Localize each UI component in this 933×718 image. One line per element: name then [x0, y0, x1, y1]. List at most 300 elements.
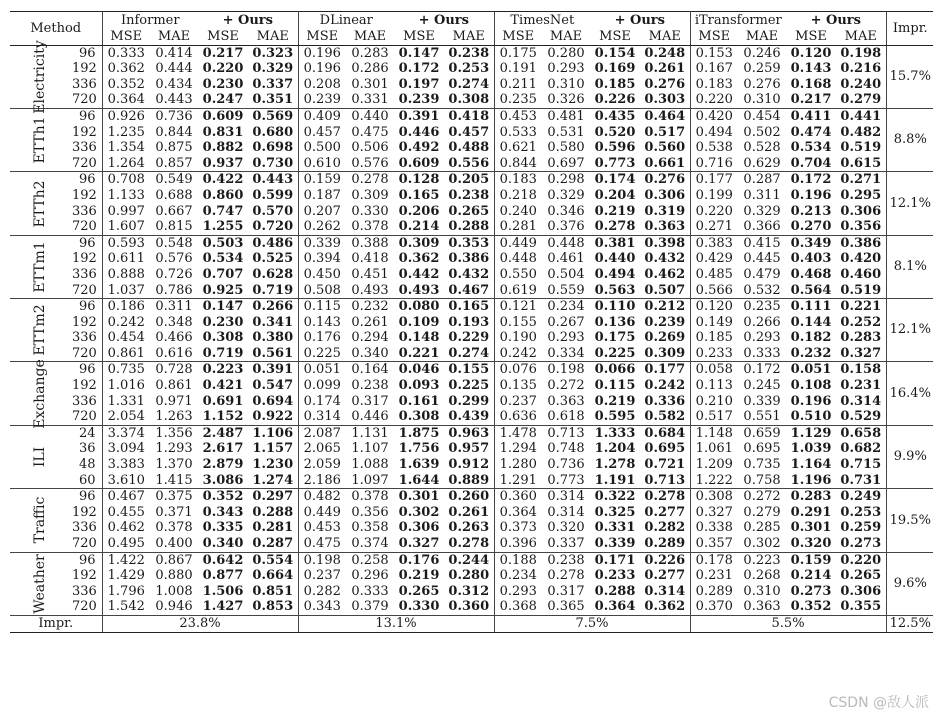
baseline-value-cell: 0.220 [695, 92, 733, 108]
baseline-value-cell: 0.339 [298, 235, 346, 251]
baseline-value-cell: 0.339 [743, 393, 781, 409]
baseline-value-cell: 0.333 [107, 45, 145, 61]
baseline-value-cell: 0.758 [743, 472, 781, 488]
ours-value-cell: 0.217 [202, 45, 244, 61]
ours-value-cell: 0.731 [836, 473, 886, 489]
ours-value-cell: 0.493 [398, 282, 440, 298]
ours-value-cell: 0.534 [202, 251, 244, 267]
baseline-value-cell: 3.610 [107, 472, 145, 488]
footer-impr-value: 7.5% [494, 615, 690, 632]
baseline-value-cell: 0.566 [695, 282, 733, 298]
ours-value-cell: 0.080 [394, 299, 444, 315]
ours-value-cell: 0.161 [398, 393, 440, 409]
horizon-cell: 96 [72, 552, 102, 568]
baseline-value-cell: 0.190 [499, 330, 537, 346]
ours-value-cell: 0.503 [198, 235, 248, 251]
table-row [10, 77, 933, 93]
baseline-value-cell: 0.183 [695, 76, 733, 92]
baseline-value-cell: 0.238 [542, 552, 590, 568]
baseline-value-cell: 0.293 [499, 583, 537, 599]
baseline-value-cell: 0.149 [695, 314, 733, 330]
ours-value-cell: 0.253 [836, 505, 886, 521]
baseline-value-cell: 0.453 [303, 520, 341, 536]
table-row [10, 299, 933, 315]
baseline-value-cell: 0.443 [155, 92, 193, 108]
mae-header: MAE [150, 29, 198, 45]
baseline-value-cell: 0.735 [102, 362, 150, 378]
baseline-value-cell: 0.235 [738, 299, 786, 315]
baseline-value-cell: 0.748 [547, 441, 585, 457]
baseline-value-cell: 0.997 [107, 203, 145, 219]
baseline-value-cell: 0.338 [695, 520, 733, 536]
baseline-value-cell: 0.234 [499, 568, 537, 584]
ours-value-cell: 0.563 [594, 282, 636, 298]
ours-value-cell: 1.875 [394, 425, 444, 441]
baseline-value-cell: 0.667 [155, 203, 193, 219]
baseline-value-cell: 0.058 [690, 362, 738, 378]
baseline-value-cell: 0.237 [303, 568, 341, 584]
baseline-value-cell: 0.233 [695, 345, 733, 361]
ours-value-cell: 0.273 [790, 583, 832, 599]
baseline-value-cell: 0.223 [738, 552, 786, 568]
baseline-value-cell: 0.317 [351, 393, 389, 409]
horizon-cell: 720 [72, 599, 102, 615]
ours-value-cell: 0.271 [836, 172, 886, 188]
ours-value-cell: 0.232 [790, 345, 832, 361]
model-header: Informer [102, 12, 198, 30]
ours-value-cell: 0.219 [594, 203, 636, 219]
ours-value-cell: 0.051 [786, 362, 836, 378]
table-row [10, 536, 933, 552]
baseline-value-cell: 0.636 [499, 409, 537, 425]
baseline-value-cell: 0.333 [351, 583, 389, 599]
dataset-impr: 19.5% [886, 489, 933, 552]
baseline-value-cell: 0.726 [155, 266, 193, 282]
dataset-name [10, 552, 72, 615]
baseline-value-cell: 0.293 [547, 61, 585, 77]
baseline-value-cell: 0.466 [155, 330, 193, 346]
ours-value-cell: 0.435 [590, 108, 640, 124]
baseline-value-cell: 0.616 [155, 345, 193, 361]
ours-value-cell: 0.561 [248, 346, 298, 362]
ours-value-cell: 0.159 [786, 552, 836, 568]
ours-value-cell: 0.177 [640, 362, 690, 378]
ours-value-cell: 0.205 [444, 172, 494, 188]
ours-value-cell: 0.278 [444, 536, 494, 552]
baseline-value-cell: 0.493 [351, 282, 389, 298]
horizon-cell: 96 [72, 172, 102, 188]
ours-value-cell: 0.314 [836, 394, 886, 410]
baseline-value-cell: 0.286 [351, 61, 389, 77]
ours-value-cell: 0.261 [640, 61, 690, 77]
ours-value-cell: 0.661 [640, 156, 690, 172]
baseline-value-cell: 0.135 [499, 378, 537, 394]
ours-value-cell: 0.196 [790, 393, 832, 409]
baseline-value-cell: 0.271 [695, 219, 733, 235]
ours-value-cell: 0.144 [790, 314, 832, 330]
baseline-value-cell: 0.506 [351, 140, 389, 156]
baseline-value-cell: 0.366 [743, 219, 781, 235]
table-row [10, 267, 933, 283]
baseline-value-cell: 2.186 [303, 472, 341, 488]
ours-value-cell: 0.299 [444, 394, 494, 410]
ours-value-cell: 0.691 [202, 393, 244, 409]
baseline-value-cell: 0.187 [303, 187, 341, 203]
baseline-value-cell: 0.454 [738, 108, 786, 124]
ours-value-cell: 0.229 [444, 330, 494, 346]
baseline-value-cell: 0.242 [499, 345, 537, 361]
baseline-value-cell: 0.287 [738, 172, 786, 188]
baseline-value-cell: 0.268 [743, 568, 781, 584]
mse-header: MSE [198, 29, 248, 45]
baseline-value-cell: 0.378 [346, 489, 394, 505]
baseline-value-cell: 1.131 [346, 425, 394, 441]
baseline-value-cell: 0.343 [303, 599, 341, 615]
baseline-value-cell: 0.176 [303, 330, 341, 346]
baseline-value-cell: 0.528 [743, 140, 781, 156]
ours-value-cell: 0.147 [198, 299, 248, 315]
baseline-value-cell: 0.457 [303, 124, 341, 140]
baseline-value-cell: 0.485 [695, 266, 733, 282]
ours-value-cell: 0.391 [248, 362, 298, 378]
table-row [10, 45, 933, 61]
baseline-value-cell: 0.926 [102, 108, 150, 124]
baseline-value-cell: 0.736 [547, 457, 585, 473]
ours-value-cell: 1.196 [790, 472, 832, 488]
ours-value-cell: 0.115 [594, 378, 636, 394]
ours-value-cell: 0.206 [398, 203, 440, 219]
ours-value-cell: 0.325 [594, 504, 636, 520]
ours-value-cell: 0.564 [790, 282, 832, 298]
ours-value-cell: 0.327 [836, 346, 886, 362]
table-row [10, 409, 933, 425]
ours-value-cell: 0.525 [248, 251, 298, 267]
baseline-value-cell: 1.370 [155, 457, 193, 473]
ours-value-cell: 0.204 [594, 187, 636, 203]
ours-value-cell: 0.442 [398, 266, 440, 282]
baseline-value-cell: 0.099 [303, 378, 341, 394]
ours-value-cell: 0.274 [444, 77, 494, 93]
ours-value-cell: 0.279 [836, 92, 886, 108]
ours-value-cell: 0.609 [398, 155, 440, 171]
baseline-value-cell: 0.258 [346, 552, 394, 568]
ours-value-cell: 0.319 [640, 204, 690, 220]
baseline-value-cell: 0.314 [547, 504, 585, 520]
baseline-value-cell: 1.429 [107, 568, 145, 584]
ours-value-cell: 0.360 [444, 599, 494, 615]
dataset-label: Electricity [32, 40, 49, 114]
mse-header: MSE [394, 29, 444, 45]
baseline-value-cell: 0.317 [547, 583, 585, 599]
baseline-value-cell: 0.728 [150, 362, 198, 378]
baseline-value-cell: 0.281 [499, 219, 537, 235]
baseline-value-cell: 0.164 [346, 362, 394, 378]
baseline-value-cell: 0.844 [499, 155, 537, 171]
baseline-value-cell: 0.310 [743, 583, 781, 599]
baseline-value-cell: 0.178 [690, 552, 738, 568]
baseline-value-cell: 1.235 [107, 124, 145, 140]
baseline-value-cell: 0.238 [351, 378, 389, 394]
results-table [10, 11, 933, 633]
baseline-value-cell: 0.861 [107, 345, 145, 361]
ours-value-cell: 0.507 [640, 283, 690, 299]
ours-value-cell: 0.462 [640, 267, 690, 283]
dataset-label: ETTm1 [32, 241, 49, 293]
ours-value-cell: 0.306 [836, 204, 886, 220]
horizon-cell: 192 [72, 505, 102, 521]
ours-value-cell: 0.301 [394, 489, 444, 505]
baseline-value-cell: 0.495 [107, 536, 145, 551]
ours-value-cell: 0.457 [444, 125, 494, 141]
baseline-value-cell: 0.446 [351, 409, 389, 425]
baseline-value-cell: 0.337 [547, 536, 585, 551]
baseline-value-cell: 0.378 [155, 520, 193, 536]
baseline-value-cell: 0.363 [743, 599, 781, 615]
ours-value-cell: 0.460 [836, 267, 886, 283]
horizon-cell: 336 [72, 520, 102, 536]
ours-value-cell: 0.418 [444, 108, 494, 124]
baseline-value-cell: 0.448 [542, 235, 590, 251]
ours-value-cell: 0.386 [836, 235, 886, 251]
baseline-value-cell: 0.198 [298, 552, 346, 568]
baseline-value-cell: 0.262 [303, 219, 341, 235]
ours-value-cell: 0.609 [198, 108, 248, 124]
baseline-value-cell: 0.867 [150, 552, 198, 568]
horizon-cell: 336 [72, 204, 102, 220]
horizon-cell: 96 [72, 45, 102, 61]
ours-value-cell: 0.214 [398, 219, 440, 235]
ours-value-cell: 0.216 [836, 61, 886, 77]
ours-value-cell: 0.682 [836, 441, 886, 457]
baseline-value-cell: 0.550 [499, 266, 537, 282]
ours-value-cell: 0.158 [836, 362, 886, 378]
ours-value-cell: 0.312 [444, 584, 494, 600]
baseline-value-cell: 0.326 [547, 92, 585, 108]
ours-value-cell: 0.219 [594, 393, 636, 409]
ours-value-cell: 0.128 [394, 172, 444, 188]
ours-value-cell: 0.534 [790, 140, 832, 156]
ours-value-cell: 0.720 [248, 219, 298, 235]
ours-value-cell: 0.233 [594, 568, 636, 584]
ours-value-cell: 0.730 [248, 156, 298, 172]
ours-value-cell: 0.877 [202, 568, 244, 584]
baseline-value-cell: 0.210 [695, 393, 733, 409]
ours-value-cell: 0.356 [836, 219, 886, 235]
baseline-value-cell: 2.059 [303, 457, 341, 473]
baseline-value-cell: 1.222 [695, 472, 733, 488]
ours-value-cell: 0.719 [248, 283, 298, 299]
dataset-name [10, 172, 72, 235]
ours-value-cell: 0.329 [248, 61, 298, 77]
ours-value-cell: 0.322 [590, 489, 640, 505]
ours-value-cell: 1.230 [248, 457, 298, 473]
ours-value-cell: 0.248 [640, 45, 690, 61]
ours-value-cell: 0.111 [786, 299, 836, 315]
mae-header: MAE [836, 29, 886, 45]
baseline-value-cell: 1.097 [351, 472, 389, 488]
ours-value-cell: 0.109 [398, 314, 440, 330]
baseline-value-cell: 0.383 [690, 235, 738, 251]
baseline-value-cell: 0.237 [499, 393, 537, 409]
baseline-value-cell: 0.629 [743, 155, 781, 171]
ours-value-cell: 1.274 [248, 473, 298, 489]
horizon-cell: 336 [72, 140, 102, 156]
horizon-cell: 192 [72, 61, 102, 77]
baseline-value-cell: 0.220 [695, 203, 733, 219]
ours-value-cell: 0.110 [590, 299, 640, 315]
ours-value-cell: 0.230 [202, 314, 244, 330]
ours-value-cell: 0.198 [836, 45, 886, 61]
baseline-value-cell: 0.153 [695, 45, 733, 61]
baseline-value-cell: 1.422 [102, 552, 150, 568]
ours-value-cell: 0.247 [202, 92, 244, 108]
model-header: DLinear [298, 12, 394, 30]
baseline-value-cell: 0.549 [150, 172, 198, 188]
horizon-cell: 48 [72, 457, 102, 473]
horizon-cell: 336 [72, 584, 102, 600]
baseline-value-cell: 0.293 [547, 330, 585, 346]
ours-value-cell: 1.255 [202, 219, 244, 235]
ours-value-cell: 0.289 [640, 536, 690, 552]
ours-value-cell: 0.556 [444, 156, 494, 172]
ours-value-cell: 1.164 [790, 457, 832, 473]
ours-value-cell: 0.288 [248, 505, 298, 521]
ours-value-cell: 0.093 [398, 378, 440, 394]
ours-value-cell: 0.831 [202, 124, 244, 140]
baseline-value-cell: 0.155 [499, 314, 537, 330]
baseline-value-cell: 0.409 [298, 108, 346, 124]
impr-header: Impr. [886, 12, 933, 46]
footer-impr-value: 23.8% [102, 615, 298, 632]
baseline-value-cell: 0.363 [547, 393, 585, 409]
dataset-label: Traffic [32, 497, 49, 544]
baseline-value-cell: 0.708 [102, 172, 150, 188]
ours-value-cell: 0.529 [836, 409, 886, 425]
table-row [10, 520, 933, 536]
baseline-value-cell: 0.374 [351, 536, 389, 551]
baseline-value-cell: 0.434 [155, 76, 193, 92]
baseline-value-cell: 0.370 [695, 599, 733, 615]
ours-value-cell: 0.266 [248, 299, 298, 315]
ours-value-cell: 1.129 [786, 425, 836, 441]
baseline-value-cell: 0.400 [155, 536, 193, 551]
baseline-value-cell: 0.844 [155, 124, 193, 140]
horizon-cell: 720 [72, 283, 102, 299]
ours-value-cell: 0.308 [202, 330, 244, 346]
ours-value-cell: 0.599 [248, 188, 298, 204]
baseline-value-cell: 0.121 [494, 299, 542, 315]
ours-value-cell: 1.157 [248, 441, 298, 457]
ours-value-cell: 0.341 [248, 315, 298, 331]
dataset-label: Exchange [32, 358, 49, 429]
ours-value-cell: 1.152 [202, 409, 244, 425]
baseline-value-cell: 0.388 [346, 235, 394, 251]
ours-value-cell: 0.217 [790, 92, 832, 108]
ours-value-cell: 0.270 [790, 219, 832, 235]
table-row [10, 156, 933, 172]
model-header: iTransformer [690, 12, 786, 30]
table-row [10, 125, 933, 141]
baseline-value-cell: 0.175 [499, 45, 537, 61]
ours-value-cell: 0.380 [248, 330, 298, 346]
footer-row [10, 615, 933, 632]
baseline-value-cell: 0.610 [303, 155, 341, 171]
baseline-value-cell: 1.008 [155, 583, 193, 599]
mse-header: MSE [298, 29, 346, 45]
baseline-value-cell: 1.796 [107, 583, 145, 599]
ours-value-cell: 0.308 [444, 92, 494, 108]
ours-value-cell: 0.519 [836, 283, 886, 299]
baseline-value-cell: 0.444 [155, 61, 193, 77]
baseline-value-cell: 1.280 [499, 457, 537, 473]
ours-value-cell: 0.381 [590, 235, 640, 251]
baseline-value-cell: 0.211 [499, 76, 537, 92]
baseline-value-cell: 0.376 [547, 219, 585, 235]
ours-value-cell: 0.291 [790, 504, 832, 520]
baseline-value-cell: 0.538 [695, 140, 733, 156]
ours-value-cell: 0.615 [836, 156, 886, 172]
baseline-value-cell: 0.191 [499, 61, 537, 77]
watermark: CSDN @敌人派 [828, 695, 929, 711]
baseline-value-cell: 0.331 [351, 92, 389, 108]
ours-value-cell: 0.922 [248, 409, 298, 425]
ours-value-cell: 2.617 [202, 441, 244, 457]
ours-value-cell: 0.213 [790, 203, 832, 219]
baseline-value-cell: 0.576 [351, 155, 389, 171]
baseline-value-cell: 0.375 [150, 489, 198, 505]
ours-value-cell: 0.277 [640, 505, 690, 521]
ours-value-cell: 0.440 [594, 251, 636, 267]
baseline-value-cell: 0.235 [499, 92, 537, 108]
table-row [10, 346, 933, 362]
ours-value-cell: 1.191 [594, 472, 636, 488]
dataset-impr: 12.1% [886, 172, 933, 235]
ours-value-cell: 0.353 [444, 235, 494, 251]
table-row [10, 219, 933, 235]
baseline-value-cell: 0.429 [695, 251, 733, 267]
ours-value-cell: 0.220 [836, 552, 886, 568]
baseline-value-cell: 0.481 [542, 108, 590, 124]
baseline-value-cell: 0.333 [743, 345, 781, 361]
ours-value-cell: 0.364 [594, 599, 636, 615]
baseline-value-cell: 1.542 [107, 599, 145, 615]
horizon-cell: 192 [72, 251, 102, 267]
table-row [10, 599, 933, 615]
baseline-value-cell: 0.396 [499, 536, 537, 551]
baseline-value-cell: 0.450 [303, 266, 341, 282]
baseline-value-cell: 0.462 [107, 520, 145, 536]
table-row [10, 235, 933, 251]
dataset-impr: 8.8% [886, 108, 933, 171]
baseline-value-cell: 3.383 [107, 457, 145, 473]
baseline-value-cell: 0.051 [298, 362, 346, 378]
baseline-value-cell: 0.494 [695, 124, 733, 140]
horizon-cell: 192 [72, 125, 102, 141]
ours-value-cell: 0.882 [202, 140, 244, 156]
dataset-label: Weather [32, 554, 49, 614]
ours-value-cell: 0.707 [202, 266, 244, 282]
horizon-cell: 336 [72, 267, 102, 283]
mae-header: MAE [738, 29, 786, 45]
baseline-value-cell: 0.348 [155, 314, 193, 330]
baseline-value-cell: 0.199 [695, 187, 733, 203]
ours-value-cell: 0.340 [202, 536, 244, 551]
ours-value-cell: 0.223 [198, 362, 248, 378]
baseline-value-cell: 0.735 [743, 457, 781, 473]
ours-value-cell: 0.147 [398, 45, 440, 61]
ours-value-cell: 0.309 [394, 235, 444, 251]
ours-value-cell: 0.596 [594, 140, 636, 156]
